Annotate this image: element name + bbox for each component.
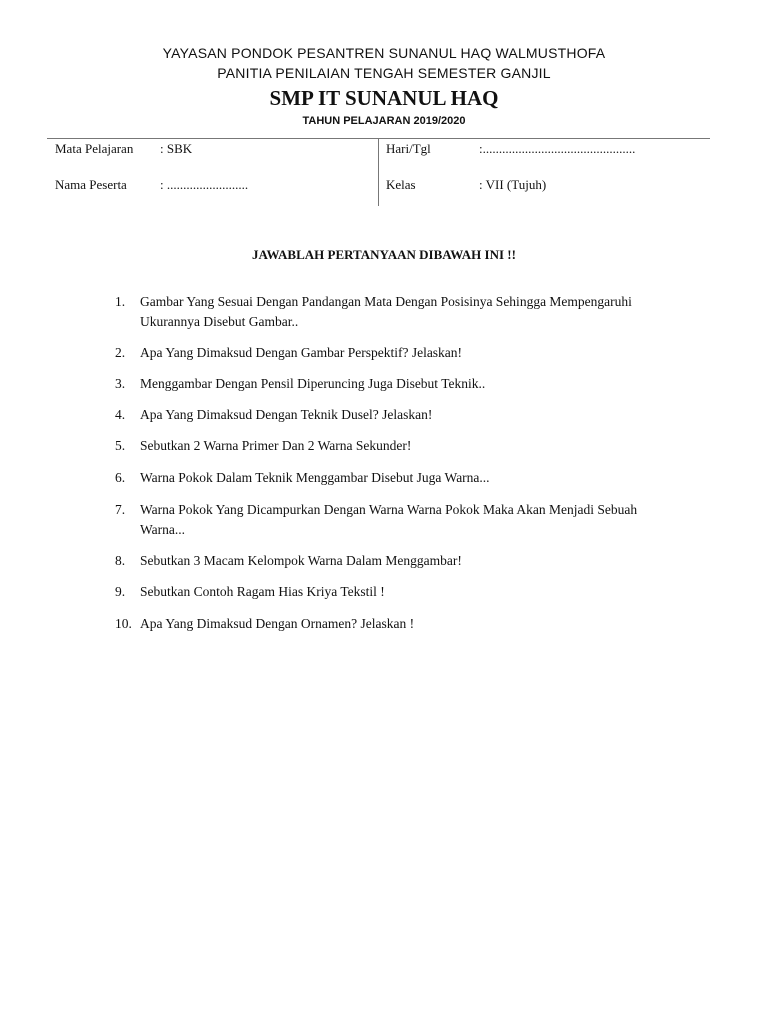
question-text: Apa Yang Dimaksud Dengan Ornamen? Jelaskan ! [140, 616, 415, 631]
question-text: Gambar Yang Sesuai Dengan Pandangan Mata Dengan Posisinya Sehingga Mempengaruhi Ukurannya Disebut Gambar.. [140, 294, 632, 329]
question-item [115, 405, 675, 425]
question-item [115, 614, 675, 634]
participant-field: : ......................... [160, 177, 249, 192]
class-value: : VII (Tujuh) [479, 177, 547, 192]
question-number: 7. [115, 502, 126, 517]
question-item [115, 468, 675, 488]
question-item [115, 500, 675, 540]
question-number: 1. [115, 294, 126, 309]
participant-label: Nama Peserta [55, 177, 127, 192]
question-number: 8. [115, 553, 126, 568]
question-text: Apa Yang Dimaksud Dengan Teknik Dusel? Jelaskan! [140, 407, 433, 422]
question-item [115, 292, 675, 332]
question-text: Menggambar Dengan Pensil Diperuncing Juga Disebut Teknik.. [140, 376, 486, 391]
question-text: Warna Pokok Dalam Teknik Menggambar Disebut Juga Warna... [140, 470, 490, 485]
question-item [115, 582, 675, 602]
question-item [115, 343, 675, 363]
question-item [115, 436, 675, 456]
academic-year: TAHUN PELAJARAN 2019/2020 [302, 115, 466, 127]
question-number: 10. [115, 616, 132, 631]
subject-value: : SBK [160, 141, 193, 156]
class-label: Kelas [386, 177, 416, 192]
question-text: Warna Pokok Yang Dicampurkan Dengan Warna Warna Pokok Maka Akan Menjadi Sebuah Warna... [140, 502, 638, 537]
question-number: 5. [115, 438, 126, 453]
committee-name: PANITIA PENILAIAN TENGAH SEMESTER GANJIL [217, 65, 551, 81]
date-label: Hari/Tgl [386, 141, 431, 156]
question-number: 4. [115, 407, 126, 422]
question-item [115, 374, 675, 394]
foundation-name: YAYASAN PONDOK PESANTREN SUNANUL HAQ WALMUSTHOFA [162, 45, 606, 61]
question-number: 3. [115, 376, 126, 391]
question-text: Sebutkan Contoh Ragam Hias Kriya Tekstil ! [140, 584, 385, 599]
date-field: :............................................... [479, 141, 636, 156]
question-text: Apa Yang Dimaksud Dengan Gambar Perspektif? Jelaskan! [140, 345, 463, 360]
instructions-heading: JAWABLAH PERTANYAAN DIBAWAH INI !! [252, 247, 516, 262]
subject-label: Mata Pelajaran [55, 141, 134, 156]
question-number: 9. [115, 584, 126, 599]
question-number: 6. [115, 470, 126, 485]
school-name: SMP IT SUNANUL HAQ [269, 86, 499, 110]
question-text: Sebutkan 3 Macam Kelompok Warna Dalam Menggambar! [140, 553, 462, 568]
question-item [115, 551, 675, 571]
question-text: Sebutkan 2 Warna Primer Dan 2 Warna Sekunder! [140, 438, 412, 453]
question-number: 2. [115, 345, 126, 360]
